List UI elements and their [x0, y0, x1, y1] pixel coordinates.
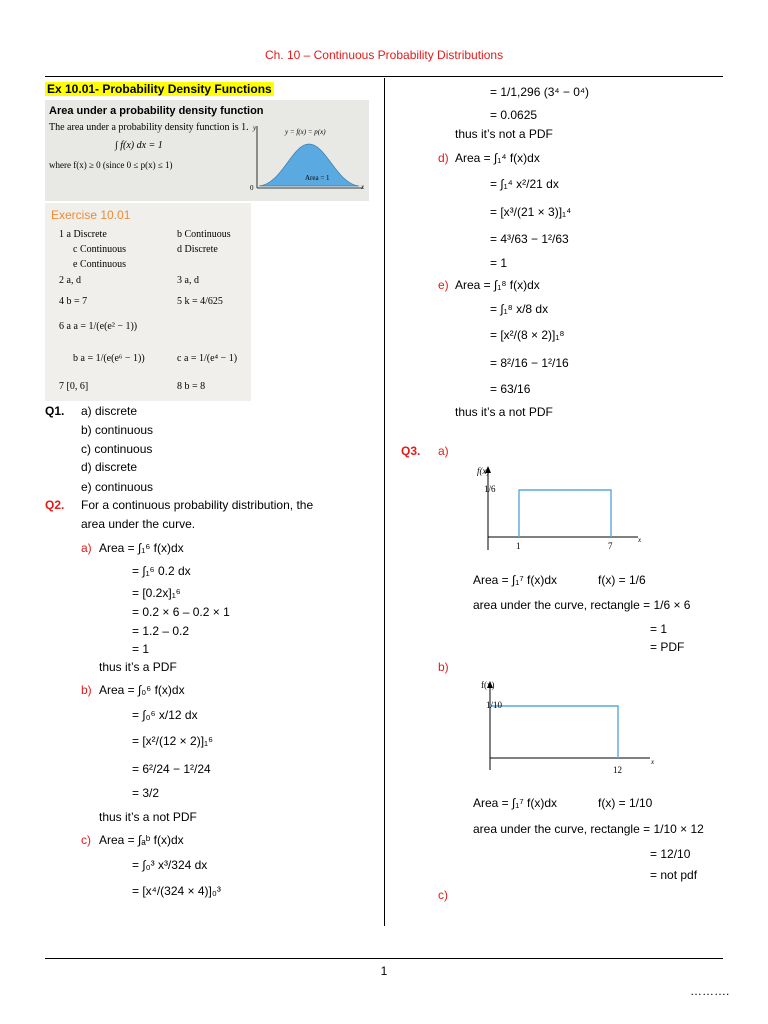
q3b-label: b) — [438, 660, 449, 674]
footer-rule — [45, 958, 723, 959]
q1-item: b) continuous — [81, 423, 154, 437]
q3a-xaxis: x — [638, 536, 642, 544]
footer-dots: ………. — [690, 984, 730, 998]
q3b-result: = not pdf — [650, 868, 698, 882]
answer-item: e Continuous — [73, 259, 127, 270]
answer-item: 3 a, d — [177, 275, 199, 286]
excerpt-heading: Area under a probability density function — [49, 105, 264, 117]
q3b-fx-label: f(x) — [481, 680, 495, 690]
answer-item: b a = 1/(e(e⁶ − 1)) — [73, 353, 145, 364]
answer-item: 8 b = 8 — [177, 381, 206, 392]
q2b-label: b) — [81, 683, 92, 697]
q3a-rectangle: area under the curve, rectangle = 1/6 × 6 — [473, 598, 691, 612]
q3b-area: Area = ∫₁⁷ f(x)dx — [473, 796, 558, 810]
q2c-line: thus it’s not a PDF — [455, 127, 553, 141]
q3a-result: = 1 — [650, 622, 668, 636]
q2c-line: = 0.0625 — [490, 108, 538, 122]
answer-item: 6 a a = 1/(e(e² − 1)) — [59, 321, 138, 332]
q1-item: a) discrete — [81, 404, 138, 418]
q2e-line: Area = ∫₁⁸ f(x)dx — [455, 278, 540, 292]
q2a-label: a) — [81, 541, 92, 555]
q2d-line: = ∫₁⁴ x²/21 dx — [490, 177, 559, 191]
q3a-area: Area = ∫₁⁷ f(x)dx — [473, 573, 558, 587]
graph-area-label: Area = 1 — [305, 174, 330, 182]
q2a-line: thus it’s a PDF — [99, 660, 177, 674]
q3b-xtick-12: 12 — [613, 765, 622, 775]
graph-origin: 0 — [250, 184, 254, 192]
q1-label: Q1. — [45, 404, 65, 418]
answer-item: 7 [0, 6] — [59, 381, 89, 392]
q3a-result: = PDF — [650, 640, 685, 654]
q3a-graph — [478, 465, 648, 555]
answer-item: 2 a, d — [59, 275, 81, 286]
page-number: 1 — [380, 964, 388, 978]
q2e-line: = 63/16 — [490, 382, 531, 396]
q3b-rectangle: area under the curve, rectangle = 1/10 × 12 — [473, 822, 704, 836]
q3a-ytick: 1/6 — [484, 484, 496, 494]
answer-item: d Discrete — [177, 244, 218, 255]
q2b-line: = [x²/(12 × 2)]₁⁶ — [132, 734, 214, 748]
q2a-line: = ∫₁⁶ 0.2 dx — [132, 564, 191, 578]
q2e-line: thus it’s a not PDF — [455, 405, 553, 419]
q2b-line: = 3/2 — [132, 786, 160, 800]
answer-item: 4 b = 7 — [59, 296, 88, 307]
q2c-line: = 1/1,296 (3⁴ − 0⁴) — [490, 85, 590, 99]
q2d-line: = [x³/(21 × 3)]₁⁴ — [490, 205, 572, 219]
q2-label: Q2. — [45, 498, 65, 512]
q2e-line: = 8²/16 − 1²/16 — [490, 356, 569, 370]
q1-item: d) discrete — [81, 460, 138, 474]
q1-item: e) continuous — [81, 480, 154, 494]
answer-item: 5 k = 4/625 — [177, 296, 223, 307]
q3c-label: c) — [438, 888, 448, 902]
answer-item: 1 a Discrete — [59, 229, 107, 240]
answers-title: Exercise 10.01 — [51, 208, 131, 222]
q2a-line: = 1 — [132, 642, 150, 656]
q2d-line: = 4³/63 − 1²/63 — [490, 232, 569, 246]
q3b-fvalue: f(x) = 1/10 — [598, 796, 653, 810]
excerpt-sentence: The area under a probability density function is 1. — [49, 122, 249, 133]
q3a-xtick-1: 1 — [516, 541, 521, 551]
answer-item: c Continuous — [73, 244, 127, 255]
q2a-line: Area = ∫₁⁶ f(x)dx — [99, 541, 184, 555]
graph-axis-x: x — [361, 183, 365, 191]
exercise-answers — [45, 203, 251, 401]
q2a-line: = 0.2 × 6 – 0.2 × 1 — [132, 605, 230, 619]
q3b-xaxis: x — [651, 758, 655, 766]
header-rule — [45, 76, 723, 77]
q3a-label: a) — [438, 444, 449, 458]
q3a-xtick-7: 7 — [608, 541, 613, 551]
q3b-ytick: 1/10 — [486, 700, 503, 710]
q2e-line: = ∫₁⁸ x/8 dx — [490, 302, 549, 316]
q2-intro: area under the curve. — [81, 517, 196, 531]
q2b-line: Area = ∫₀⁶ f(x)dx — [99, 683, 185, 697]
excerpt-formula: ∫ f(x) dx = 1 — [115, 140, 163, 151]
q2a-line: = [0.2x]₁⁶ — [132, 586, 181, 600]
q2c-label: c) — [81, 833, 91, 847]
q3b-graph — [478, 680, 658, 775]
column-divider — [384, 78, 385, 926]
q2-intro: For a continuous probability distribution, the — [81, 498, 314, 512]
page-header-title: Ch. 10 – Continuous Probability Distributions — [264, 48, 504, 62]
answer-item: c a = 1/(e⁴ − 1) — [177, 353, 238, 364]
q2d-label: d) — [438, 151, 449, 165]
q1-item: c) continuous — [81, 442, 153, 456]
answer-item: b Continuous — [177, 229, 231, 240]
q3a-fvalue: f(x) = 1/6 — [598, 573, 646, 587]
q2c-line: = [x⁴/(324 × 4)]₀³ — [132, 884, 221, 898]
q2c-line: Area = ∫ₐᵇ f(x)dx — [99, 833, 184, 847]
q2d-line: = 1 — [490, 256, 508, 270]
graph-axis-y: y — [253, 124, 257, 132]
q2c-line: = ∫₀³ x³/324 dx — [132, 858, 208, 872]
q3a-fx-label: f(x) — [477, 466, 490, 476]
section-title: Ex 10.01- Probability Density Functions — [47, 82, 272, 96]
density-curve-graph — [247, 106, 367, 198]
q2e-label: e) — [438, 278, 449, 292]
q2a-line: = 1.2 – 0.2 — [132, 624, 190, 638]
q2d-line: Area = ∫₁⁴ f(x)dx — [455, 151, 540, 165]
q2b-line: thus it’s a not PDF — [99, 810, 197, 824]
graph-function-label: y = f(x) = p(x) — [285, 128, 326, 136]
q2b-line: = ∫₀⁶ x/12 dx — [132, 708, 198, 722]
q3-label: Q3. — [401, 444, 421, 458]
q2e-line: = [x²/(8 × 2)]₁⁸ — [490, 328, 565, 342]
excerpt-condition: where f(x) ≥ 0 (since 0 ≤ p(x) ≤ 1) — [49, 160, 173, 170]
q2b-line: = 6²/24 − 1²/24 — [132, 762, 211, 776]
q3b-result: = 12/10 — [650, 847, 691, 861]
textbook-excerpt — [45, 100, 369, 201]
